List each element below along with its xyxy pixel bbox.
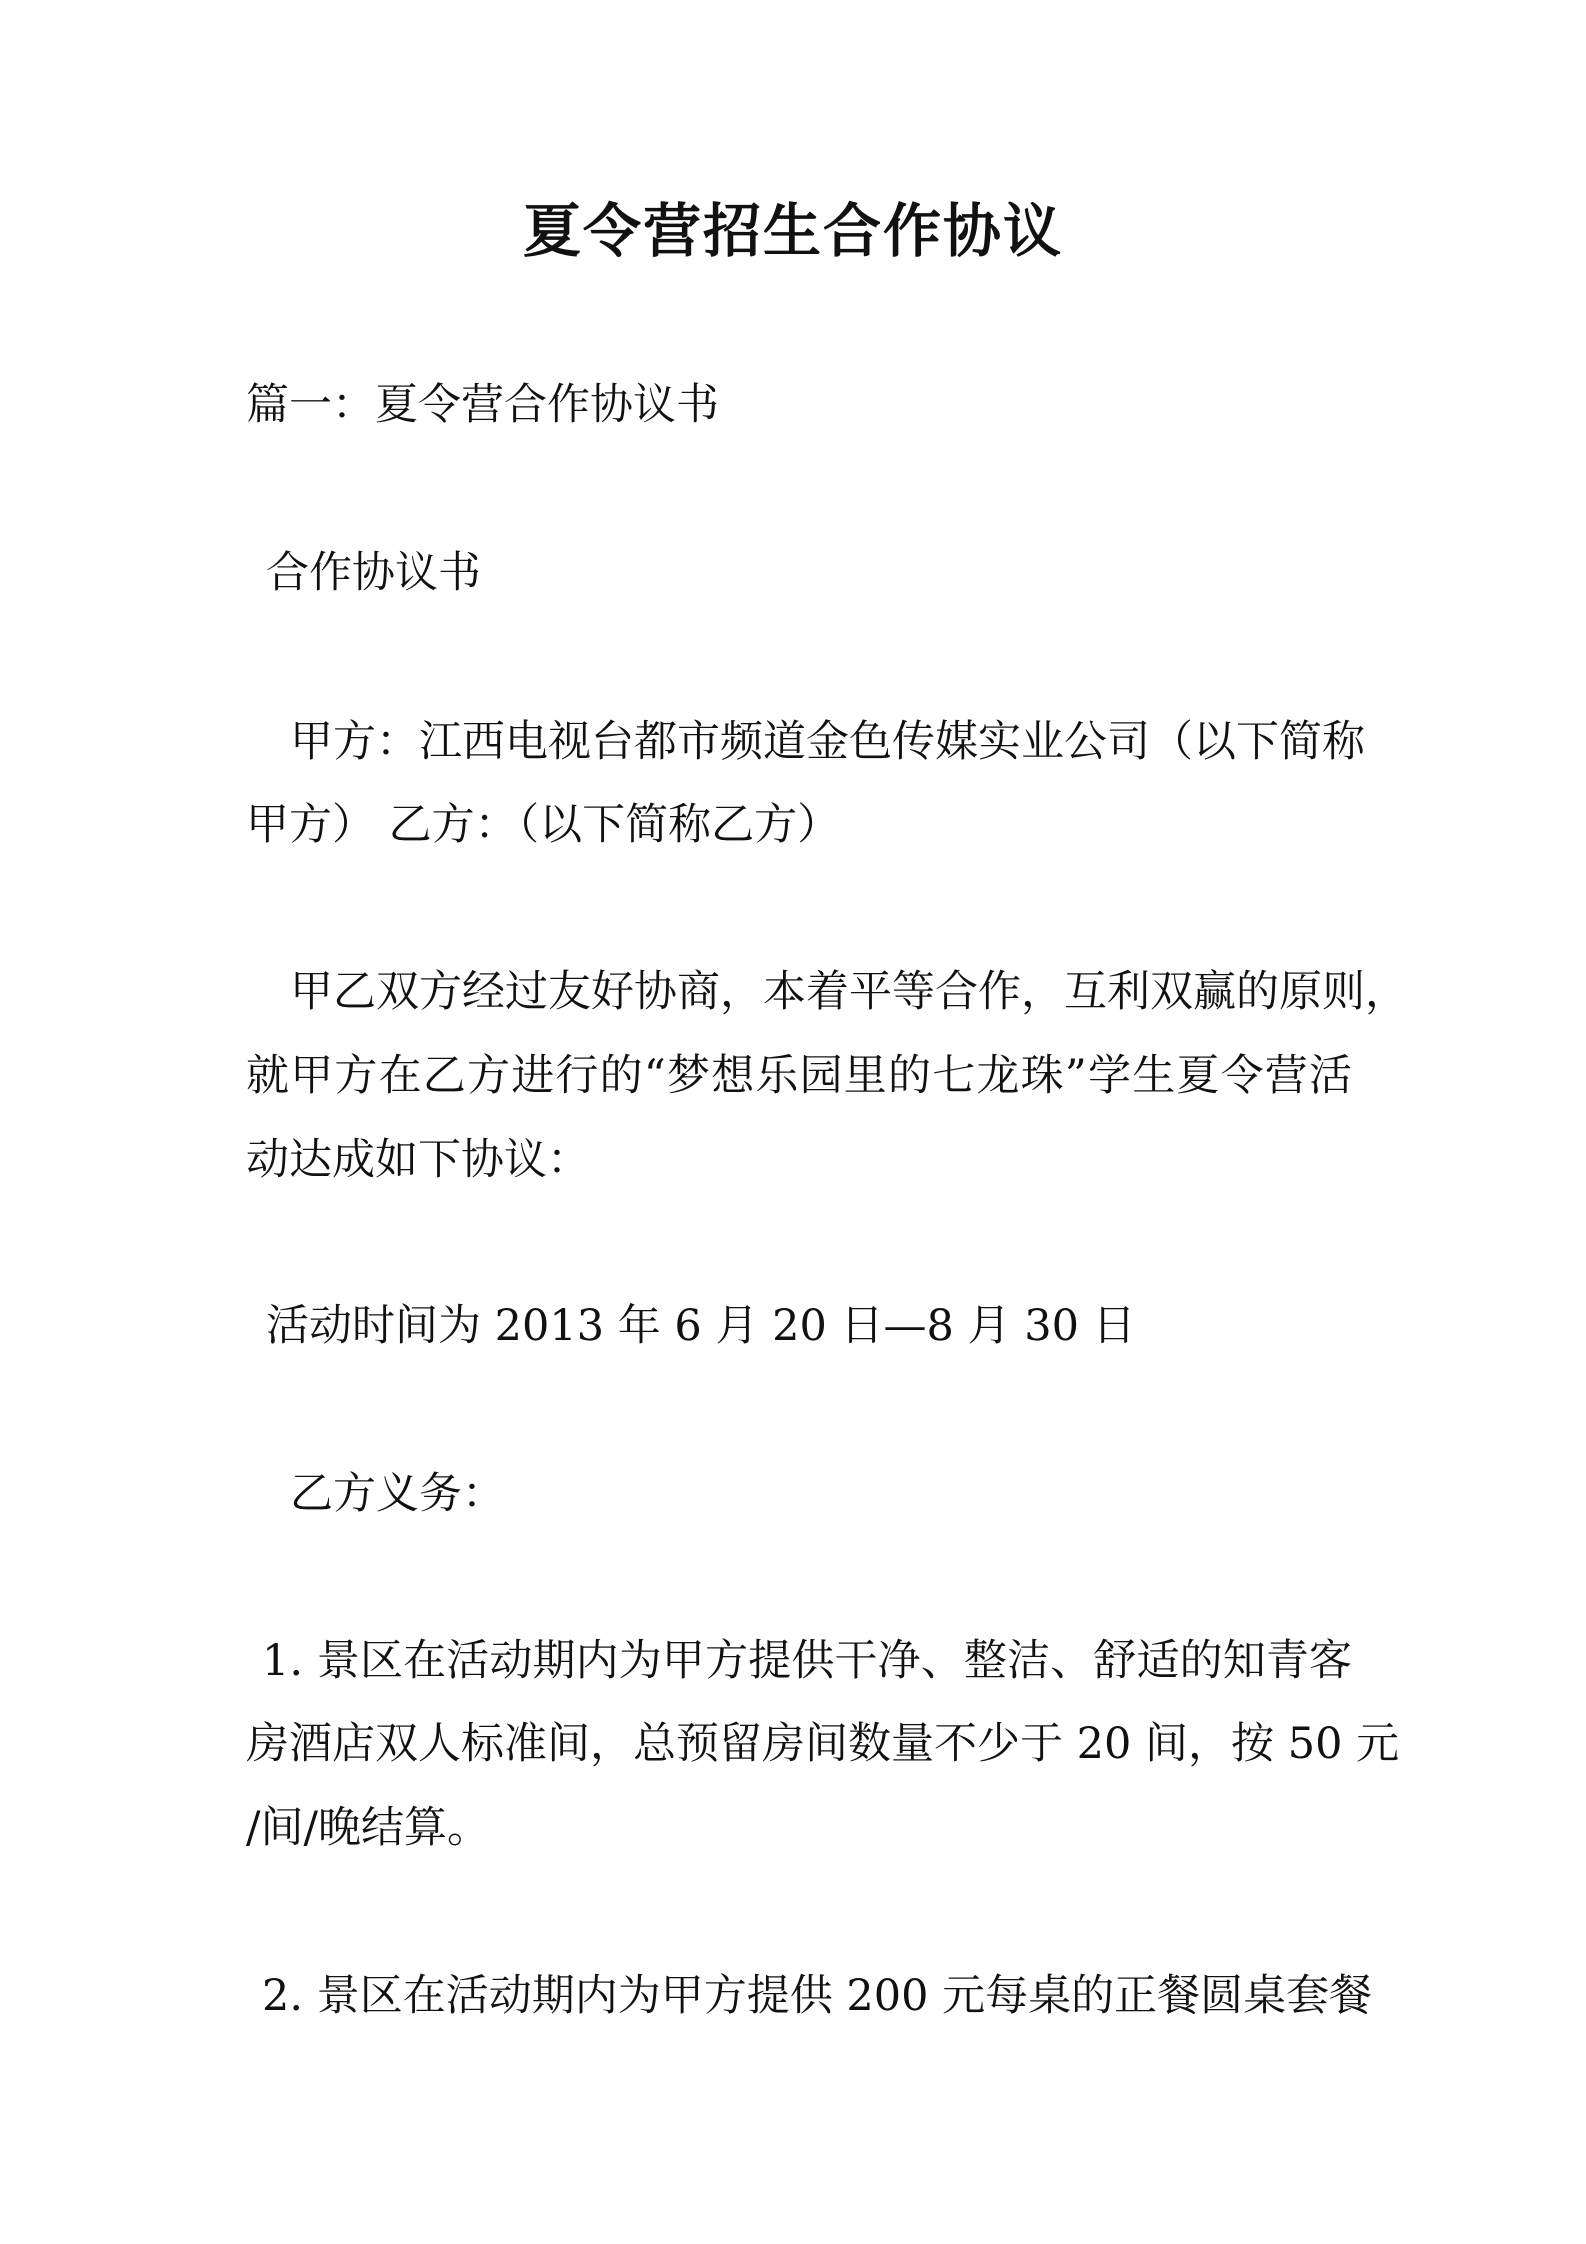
party-line-2: 甲方） 乙方：（以下简称乙方）: [246, 800, 841, 850]
item-1-line-3: /间/晚结算。: [246, 1803, 490, 1853]
document-title: 夏令营招生合作协议: [522, 197, 1063, 265]
intro-line-2: 就甲方在乙方进行的“梦想乐园里的七龙珠”学生夏令营活: [246, 1051, 1352, 1101]
obligations-heading: 乙方义务：: [290, 1469, 505, 1519]
item-1-line-2: 房酒店双人标准间，总预留房间数量不少于 20 间，按 50 元: [246, 1719, 1400, 1769]
item-1-line-1: 1. 景区在活动期内为甲方提供干净、整洁、舒适的知青客: [262, 1636, 1352, 1686]
section-heading: 篇一：夏令营合作协议书: [246, 380, 719, 430]
activity-time: 活动时间为 2013 年 6 月 20 日—8 月 30 日: [266, 1301, 1136, 1351]
item-2-line-1: 2. 景区在活动期内为甲方提供 200 元每桌的正餐圆桌套餐: [262, 1971, 1373, 2021]
party-line-1: 甲方：江西电视台都市频道金色传媒实业公司（以下简称: [290, 717, 1365, 767]
intro-line-1: 甲乙双方经过友好协商，本着平等合作，互利双赢的原则，: [290, 967, 1408, 1017]
sub-heading: 合作协议书: [266, 548, 481, 598]
intro-line-3: 动达成如下协议：: [246, 1135, 590, 1185]
